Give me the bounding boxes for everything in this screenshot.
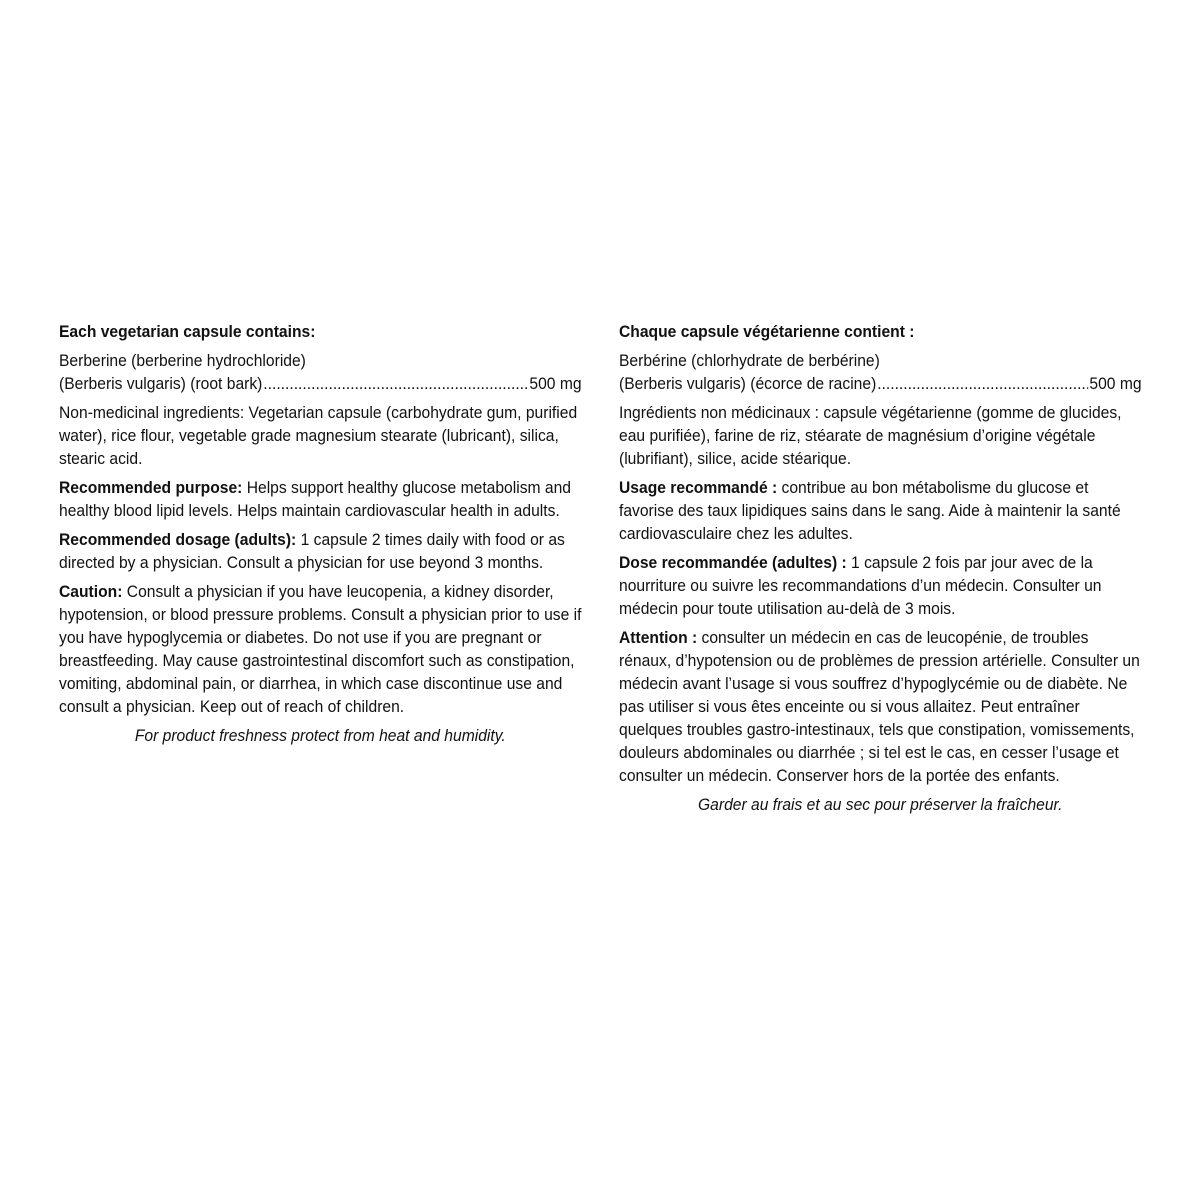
recommended-dosage [59,528,582,574]
dot-leader [263,372,528,395]
dot-leader [877,372,1088,395]
ingredient-amount: 500 mg [529,374,582,393]
ingredient-name: Berberine (berberine hydrochloride) [59,351,306,370]
purpose-text: contribue au bon métabolisme du glucose et favorise des taux lipidiques sains dans le sang. Aide à maintenir la santé cardiovasculaire chez les adultes. [619,478,1121,543]
caution-text: consulter un médecin en cas de leucopénie, de troubles rénaux, d’hypotension ou de problèmes de pression artérielle. Consulter un médecin avant l’usage si vous souffrez d’hypoglycémie ou de diabète. Ne pas utiliser si vous êtes enceinte ou si vous allaitez. Peut entraîner quelques troubles gastro-intestinaux, tels que constipation, vomissements, douleurs abdominales ou diarrhée ; si tel est le cas, en cesser l’usage et consulter un médecin. Conserver hors de la portée des enfants. [619,628,1140,785]
caution-label: Caution: [59,582,123,601]
purpose-text: Helps support healthy glucose metabolism and healthy blood lipid levels. Helps maintain cardiovascular health in adults. [59,478,571,520]
medicinal-ingredient [59,349,582,395]
ingredient-amount: 500 mg [1089,374,1142,393]
purpose-label: Usage recommandé : [619,478,778,497]
caution-label: Attention : [619,628,698,647]
ingredient-line [59,372,582,395]
caution [59,580,582,718]
dosage-label: Dose recommandée (adultes) : [619,553,847,572]
non-medicinal-ingredients: Ingrédients non médicinaux : capsule végétarienne (gomme de glucides, eau purifiée), farine de riz, stéarate de magnésium d’origine végétale (lubrifiant), silice, acide stéarique. [619,403,1122,468]
dosage-text: 1 capsule 2 times daily with food or as directed by a physician. Consult a physician for use beyond 3 months. [59,530,565,572]
dosage-label: Recommended dosage (adults): [59,530,297,549]
medicinal-ingredient [619,349,1142,395]
recommended-dosage [619,551,1142,620]
caution [619,626,1142,787]
storage-note: Garder au frais et au sec pour préserver la fraîcheur. [698,795,1063,814]
non-medicinal-ingredients: Non-medicinal ingredients: Vegetarian capsule (carbohydrate gum, purified water), rice flour, vegetable grade magnesium stearate (lubricant), silica, stearic acid. [59,403,578,468]
recommended-purpose [619,476,1142,545]
capsule-contents-heading: Chaque capsule végétarienne contient : [619,322,915,341]
ingredient-name: Berbérine (chlorhydrate de berbérine) [619,351,880,370]
purpose-label: Recommended purpose: [59,478,243,497]
caution-text: Consult a physician if you have leucopenia, a kidney disorder, hypotension, or blood pressure problems. Consult a physician prior to use if you have hypoglycemia or diabetes. Do not use if you are pregnant or breastfeeding. May cause gastrointestinal discomfort such as constipation, vomiting, abdominal pain, or diarrhea, in which case discontinue use and consult a physician. Keep out of reach of children. [59,582,582,716]
ingredient-source: (Berberis vulgaris) (root bark) [59,374,263,393]
capsule-contents-heading: Each vegetarian capsule contains: [59,322,316,341]
storage-note: For product freshness protect from heat and humidity. [134,726,506,745]
english-label-column [59,320,582,747]
french-label-column [619,320,1142,816]
recommended-purpose [59,476,582,522]
ingredient-line [619,372,1142,395]
ingredient-source: (Berberis vulgaris) (écorce de racine) [619,374,877,393]
dosage-text: 1 capsule 2 fois par jour avec de la nourriture ou suivre les recommandations d’un médecin. Consulter un médecin pour toute utilisation au-delà de 3 mois. [619,553,1102,618]
